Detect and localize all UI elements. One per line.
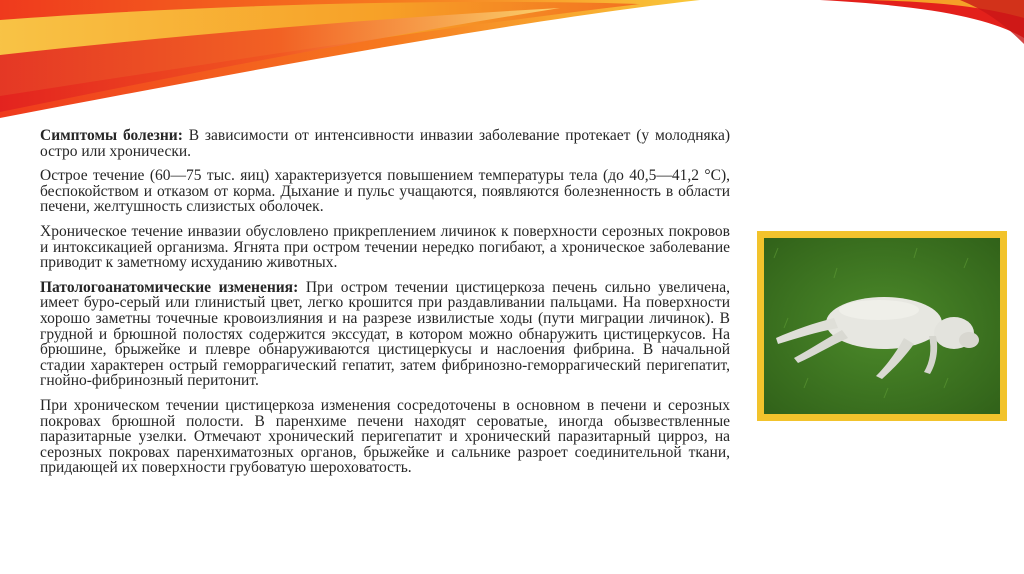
- paragraph-symptoms: [40, 128, 730, 159]
- heading-pathology: Патологоанатомические изменения:: [40, 278, 299, 296]
- paragraph-text: Острое течение (60—75 тыс. яиц) характеризуется повышением температуры тела (до 40,5—41,2 °С), беспокойством и отказом от корма. Дыхание и пульс учащаются, появляются болезненность в области печени, желтушность слизистых оболочек.: [40, 167, 730, 216]
- paragraph-text: Хроническое течение инвазии обусловлено прикреплением личинок к поверхности серозных покровов и интоксикацией организма. Ягнята при остром течении нередко погибают, а хроническое заболевание приводит к заметному исхуданию животных.: [40, 222, 730, 272]
- paragraph-text: При хроническом течении цистицеркоза изменения сосредоточены в основном в печени и серозных покровах брюшной полости. В паренхиме печени находят сероватые, иногда обызвествленные паразитарные узелки. Отмечают хронический перигепатит и хронический паразитарный цирроз, на серозных покровах паренхиматозных органов, брыжейке и сальнике разроет соединительной ткани, придающей их поверхности грубоватую шероховатость.: [40, 396, 730, 477]
- photo-frame: [757, 231, 1007, 421]
- paragraph-text: В зависимости от интенсивности инвазии заболевание протекает (у молодняка) остро или хронически.: [40, 127, 730, 160]
- paragraph-chronic-changes: [40, 398, 730, 476]
- paragraph-pathology: [40, 280, 730, 389]
- body-text: [40, 128, 730, 485]
- header-swoosh-decoration: [0, 0, 1024, 130]
- lamb-on-grass-photo: [764, 238, 1000, 414]
- paragraph-chronic: [40, 224, 730, 271]
- heading-symptoms: Симптомы болезни:: [40, 127, 183, 144]
- paragraph-acute: [40, 168, 730, 215]
- paragraph-text: При остром течении цистицеркоза печень сильно увеличена, имеет буро-серый или глинистый цвет, легко крошится при раздавливании пальцами. На поверхности хорошо заметны точечные кровоизлияния и на разрезе извилистые ходы (пути миграции личинок). В грудной и брюшной полостях содержится эксcудат, в котором можно обнаружить цистицеркусов. На брюшине, брыжейке и плевре обнаруживаются цистицеркусы и наслоения фибрина. В начальной стадии характерен острый геморрагический гепатит, затем фибринозно-геморрагический перигепатит, гнойно-фибринозный перитонит.: [40, 278, 730, 390]
